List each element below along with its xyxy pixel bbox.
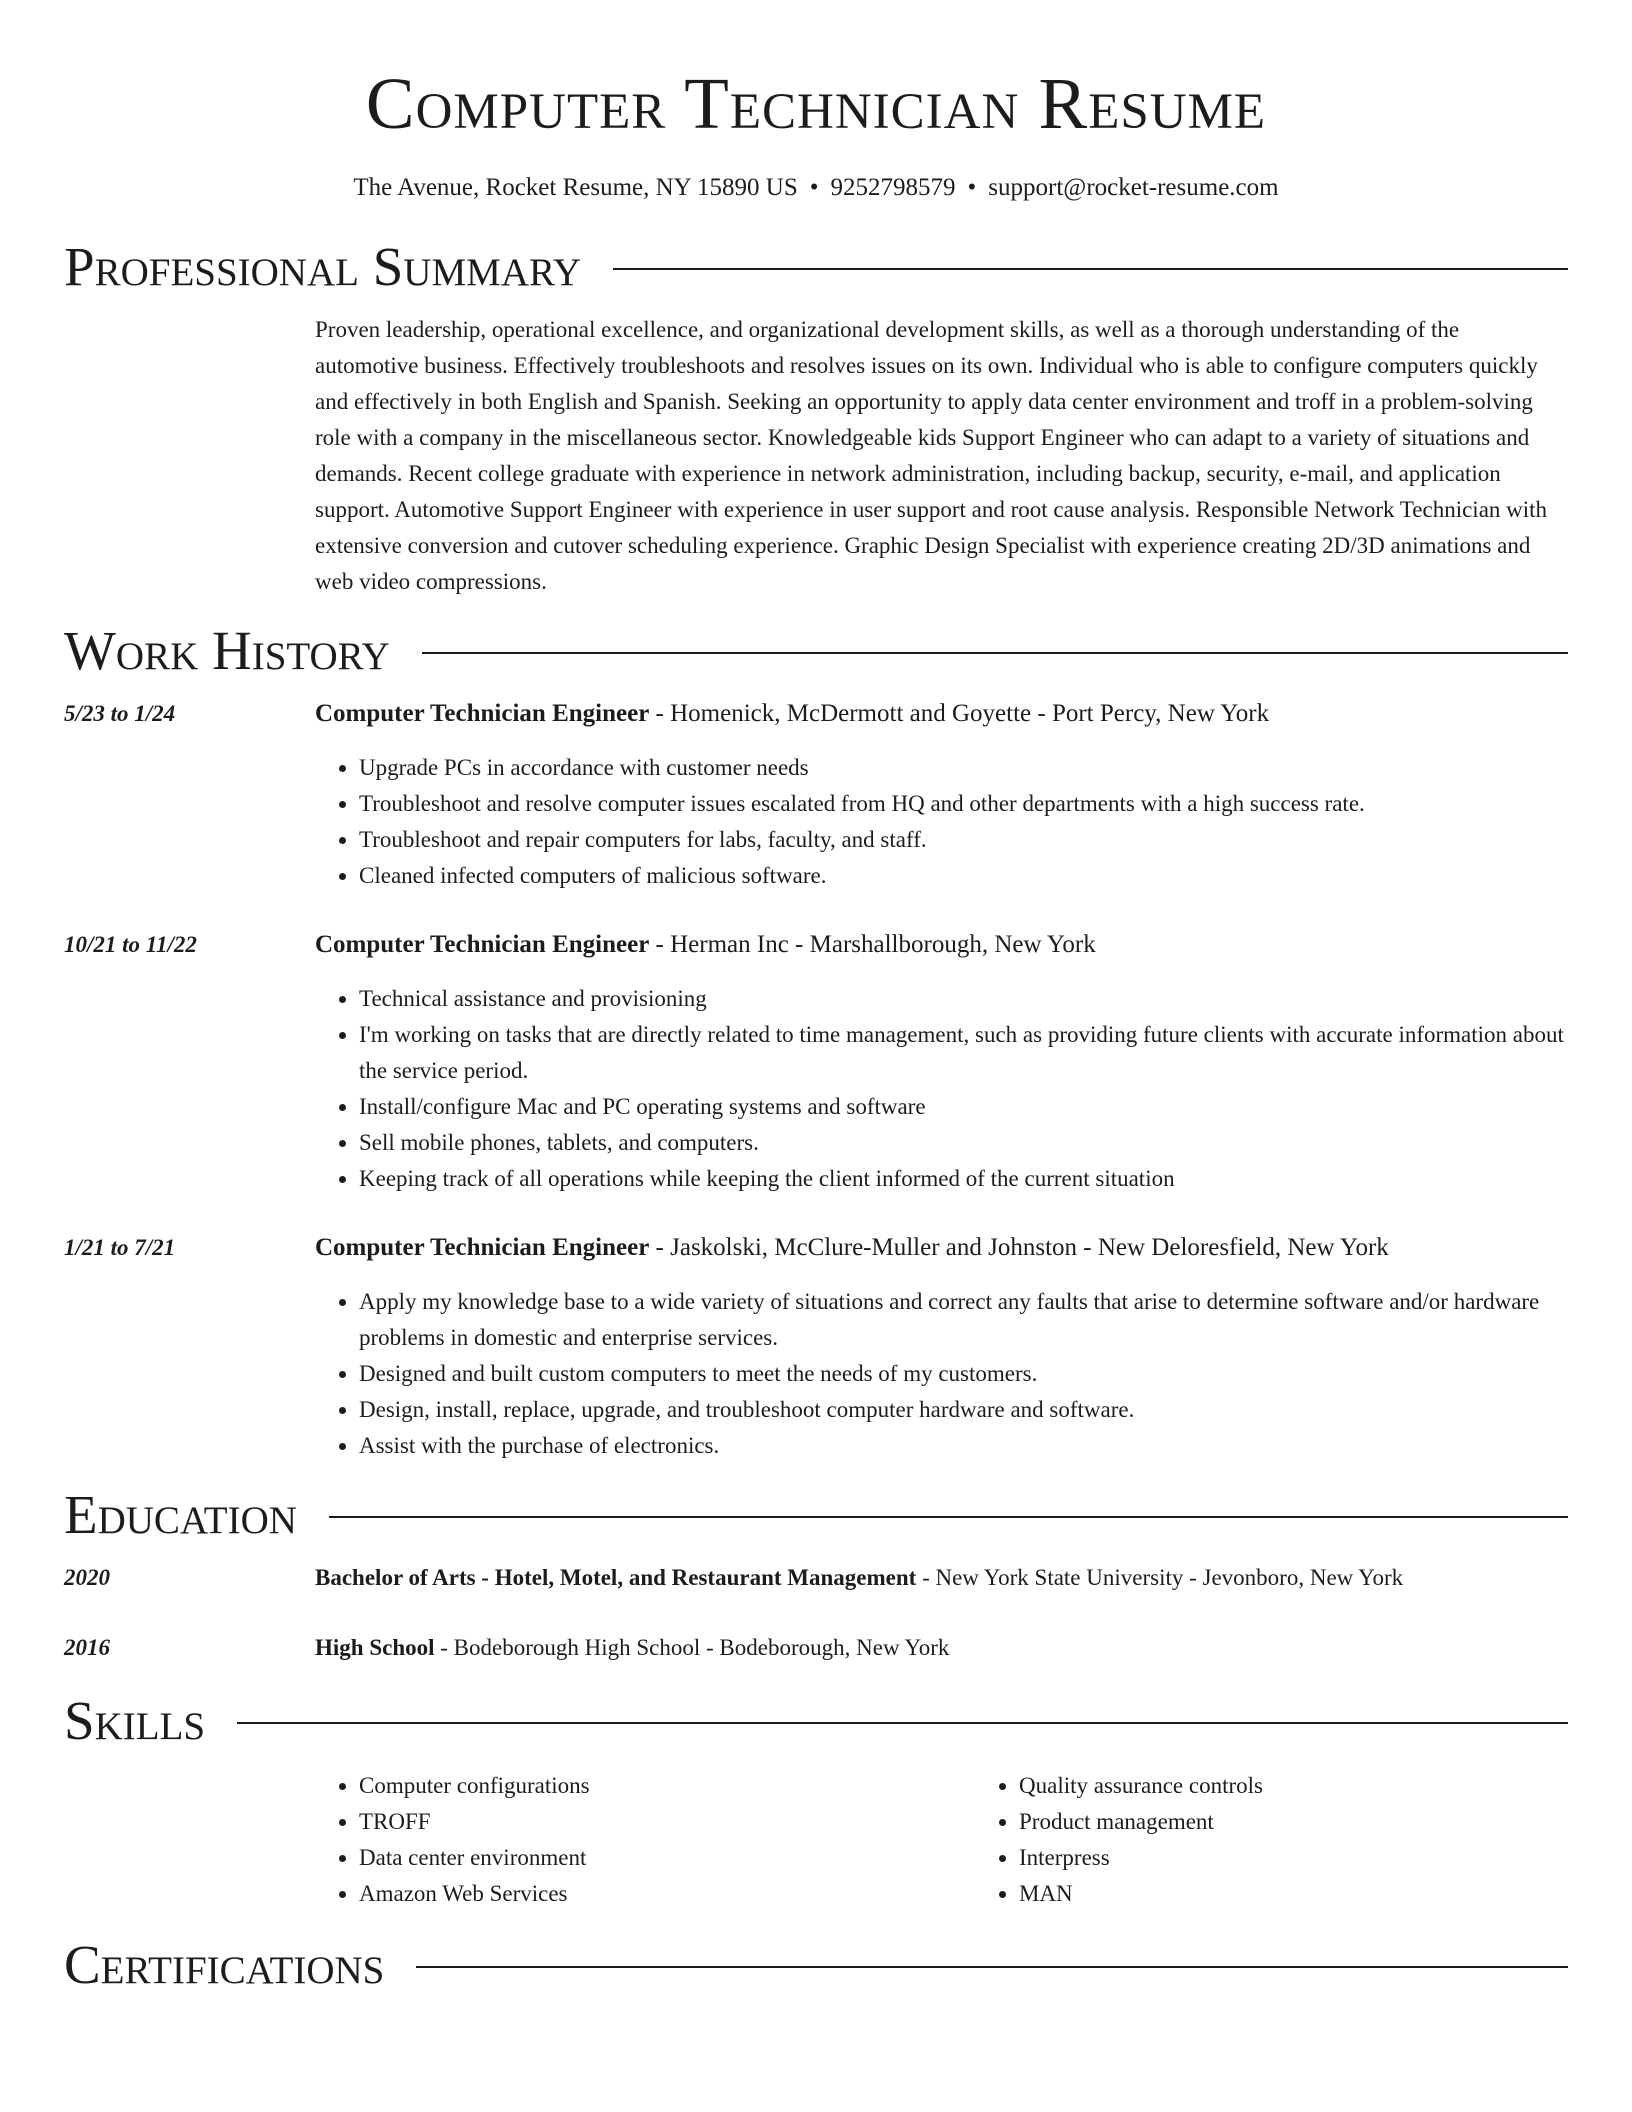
job-dates: 1/21 to 7/21: [64, 1235, 176, 1260]
section-title-certifications: Certifications: [64, 1934, 385, 1995]
skill-item: • Quality assurance controls: [1019, 1768, 1632, 1804]
summary-text: Proven leadership, operational excellence, and organizational development skills, as well as a thorough understanding of the automotive business. Effectively troubleshoots and resolves issues on its own. Individual who is able to configure computers quickly and effectively in both English and Spanish. Seeking an opportunity to apply data center environment and troff in a problem-solving role with a company in the miscellaneous sector. Knowledgeable kids Support Engineer who can adapt to a variety of situations and demands. Recent college graduate with experience in network administration, including backup, security, e-mail, and application support. Automotive Support Engineer with experience in user support and root cause analysis. Responsible Network Technician with extensive conversion and cutover scheduling experience. Graphic Design Specialist with experience creating 2D/3D animations and web video compressions.: [315, 317, 1548, 594]
contact-email: support@rocket-resume.com: [988, 174, 1279, 201]
list-item: • Troubleshoot and resolve computer issues escalated from HQ and other departments with a high success rate.: [359, 786, 1568, 822]
job-duties: [315, 1284, 1568, 1464]
skill-item: • Product management: [1019, 1804, 1632, 1840]
education-heading: [315, 1630, 1568, 1666]
education-heading: [315, 1560, 1568, 1596]
list-item: • Apply my knowledge base to a wide variety of situations and correct any faults that arise to determine software and/or hardware problems in domestic and enterprise services.: [359, 1284, 1568, 1356]
contact-separator: •: [809, 174, 819, 201]
skill-item: • Amazon Web Services: [359, 1876, 975, 1912]
job-dates: 5/23 to 1/24: [64, 701, 176, 726]
section-title-skills: Skills: [64, 1690, 206, 1751]
skill-item: • Data center environment: [359, 1840, 975, 1876]
education-entry: [64, 1560, 1568, 1596]
skill-item: • TROFF: [359, 1804, 975, 1840]
education-year: 2016: [64, 1635, 110, 1660]
skills-column-2: [975, 1768, 1632, 1912]
job-company-location: - Homenick, McDermott and Goyette - Port Percy, New York: [649, 700, 1270, 727]
job-company-location: - Jaskolski, McClure-Muller and Johnston - New Deloresfield, New York: [649, 1234, 1389, 1261]
section-divider: [237, 1722, 1568, 1724]
section-divider: [329, 1516, 1568, 1518]
job-duties: [315, 750, 1568, 894]
contact-phone: 9252798579: [830, 174, 956, 201]
job-company-location: - Herman Inc - Marshallborough, New York: [649, 931, 1096, 958]
job-entry: [64, 927, 1568, 1197]
list-item: • Designed and built custom computers to meet the needs of my customers.: [359, 1356, 1568, 1392]
list-item: • Cleaned infected computers of malicious software.: [359, 858, 1568, 894]
resume-page: [64, 0, 1568, 1996]
section-title-summary: Professional Summary: [64, 236, 582, 297]
contact-address: The Avenue, Rocket Resume, NY 15890 US: [353, 174, 798, 201]
section-header-certifications: [64, 1934, 1568, 1996]
job-entry: [64, 1230, 1568, 1464]
section-header-work: [64, 620, 1568, 682]
skill-item: • Computer configurations: [359, 1768, 975, 1804]
skills-grid: [315, 1768, 1632, 1912]
list-item: • Upgrade PCs in accordance with customer needs: [359, 750, 1568, 786]
job-entry: [64, 696, 1568, 894]
section-header-summary: [64, 236, 1568, 298]
job-title: Computer Technician Engineer: [315, 700, 650, 727]
education-degree: High School: [315, 1635, 435, 1660]
job-duties: [315, 981, 1568, 1197]
section-header-skills: [64, 1690, 1568, 1752]
skill-item: • Interpress: [1019, 1840, 1632, 1876]
list-item: • Troubleshoot and repair computers for labs, faculty, and staff.: [359, 822, 1568, 858]
job-heading: [315, 1230, 1568, 1266]
job-heading: [315, 696, 1568, 732]
section-divider: [422, 652, 1568, 654]
job-dates: 10/21 to 11/22: [64, 932, 197, 957]
resume-title: Computer Technician Resume: [365, 63, 1267, 144]
job-title: Computer Technician Engineer: [315, 931, 650, 958]
skills-column-1: [315, 1768, 975, 1912]
section-title-work: Work History: [64, 620, 390, 681]
education-year: 2020: [64, 1565, 110, 1590]
list-item: • Assist with the purchase of electronics.: [359, 1428, 1568, 1464]
contact-line: [64, 172, 1568, 204]
summary-block: [64, 312, 1568, 600]
list-item: • Technical assistance and provisioning: [359, 981, 1568, 1017]
list-item: • Keeping track of all operations while keeping the client informed of the current situation: [359, 1161, 1568, 1197]
section-title-education: Education: [64, 1484, 297, 1545]
list-item: • Sell mobile phones, tablets, and computers.: [359, 1125, 1568, 1161]
education-school-location: - New York State University - Jevonboro, New York: [916, 1565, 1404, 1590]
list-item: • I'm working on tasks that are directly related to time management, such as providing future clients with accurate information about the service period.: [359, 1017, 1568, 1089]
list-item: • Design, install, replace, upgrade, and troubleshoot computer hardware and software.: [359, 1392, 1568, 1428]
section-divider: [613, 268, 1568, 270]
education-degree: Bachelor of Arts - Hotel, Motel, and Restaurant Management: [315, 1565, 917, 1590]
job-heading: [315, 927, 1568, 963]
section-header-education: [64, 1484, 1568, 1546]
education-entry: [64, 1630, 1568, 1666]
list-item: • Install/configure Mac and PC operating systems and software: [359, 1089, 1568, 1125]
education-school-location: - Bodeborough High School - Bodeborough, New York: [434, 1635, 950, 1660]
skill-item: • MAN: [1019, 1876, 1632, 1912]
skills-block: [64, 1768, 1568, 1912]
contact-separator: •: [967, 174, 977, 201]
job-title: Computer Technician Engineer: [315, 1234, 650, 1261]
section-divider: [416, 1966, 1568, 1968]
